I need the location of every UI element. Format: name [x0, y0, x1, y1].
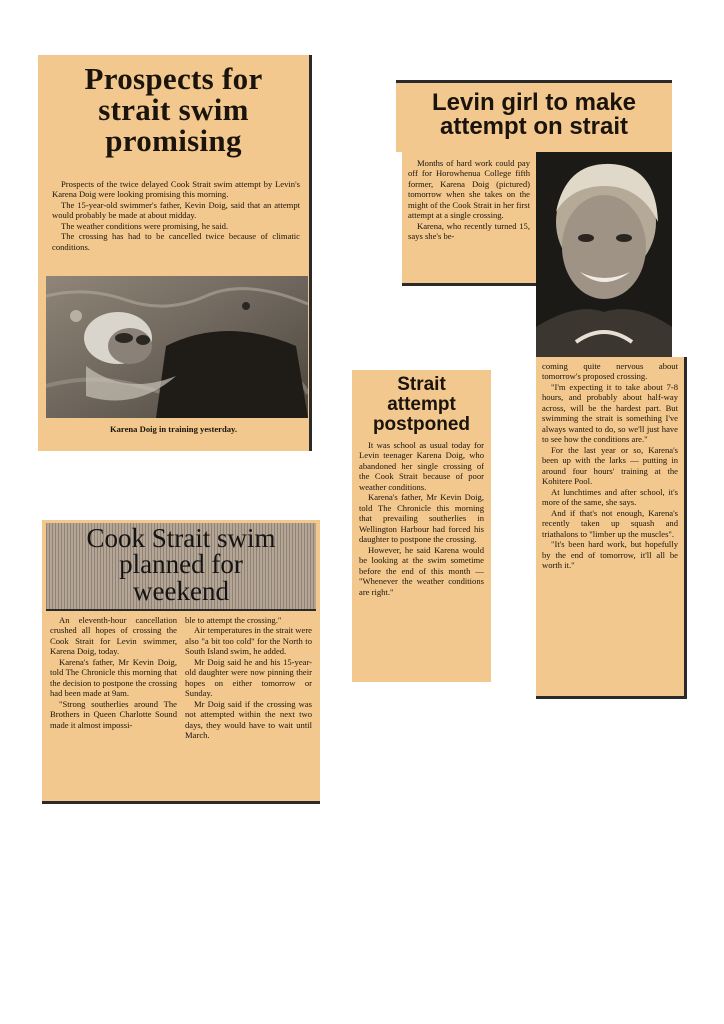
- article-column-1: An eleventh-hour cancellation crushed all hopes of crossing the Cook Strait for Levin swimmer, Karena Doig, today. Karena's father, Mr Kevin Doig, told The Chronicle this morning that the decision to postpone the crossing had been made at 9am. "Strong southerlies around The Brothers in Queen Charlotte Sound made it almost impossi-: [50, 615, 177, 730]
- clip-strait-postponed: [352, 370, 491, 682]
- article-column-2: ble to attempt the crossing." Air temperatures in the strait were also "a bit too cold" for the North to South Island swim, he added. Mr Doig said he and his 15-year-old daughter were now pinning their hopes on either tomorrow or Sunday. Mr Doig said if the crossing was not attempted within the next two days, they would have to wait until March.: [185, 615, 312, 741]
- article-body-weekend: [42, 611, 320, 741]
- headline-prospects: Prospects for strait swim promising: [84, 61, 263, 158]
- portrait-image: [536, 152, 672, 357]
- clip-levin-girl-intro: [402, 152, 536, 286]
- article-body-levin-continued: coming quite nervous about tomorrow's proposed crossing. "I'm expecting it to take about 7-8 hours, and probably about half-way across, will be the hardest part. But swimming the strait is something I've always wanted to do, so we'll just have to see how the conditions are." For the last year or so, Karena's been up with the larks — putting in around four hours' training at the Kohitere Pool. At lunchtimes and after school, it's more of the same, she says. And if that's not enough, Karena's recently taken up squash and triathalons to "limber up the muscles". "It's been hard work, but hopefully by the end of tomorrow, it'll all be worth it.": [542, 361, 678, 571]
- swimmer-photo-image: [46, 276, 308, 418]
- clip-cook-strait-weekend: [42, 520, 320, 804]
- swimmer-photo: [46, 276, 308, 418]
- article-body-postponed: It was school as usual today for Levin teenager Karena Doig, who abandoned her single crossing of the Cook Strait because of poor weather conditions. Karena's father, Mr Kevin Doig, told The Chronicle this morning that prevailing southerlies in Wellington Harbour had forced his daughter to postpone the crossing. However, he said Karena would be looking at the swim sometime before the end of this month — "Whenever the weather conditions are right.": [359, 439, 484, 597]
- headline-postponed: Strait attempt postponed: [372, 374, 471, 435]
- photo-caption: Karena Doig in training yesterday.: [109, 424, 238, 434]
- clip-levin-girl-continued: [536, 357, 687, 699]
- portrait-photo: [536, 152, 672, 357]
- headline-levin-girl: Levin girl to make attempt on strait: [431, 89, 637, 140]
- article-body-prospects: Prospects of the twice delayed Cook Strait swim attempt by Levin's Karena Doig were looking promising this morning. The 15-year-old swimmer's father, Kevin Doig, said that an attempt would probably be made at about midday. The weather conditions were promising, he said. The crossing has had to be cancelled twice because of climatic conditions.: [52, 179, 300, 252]
- headline-weekend: Cook Strait swim planned for weekend: [86, 523, 276, 606]
- clip-levin-girl-header: [396, 80, 672, 152]
- headline-weekend-box: [46, 523, 316, 611]
- clip-prospects: [38, 55, 312, 451]
- article-body-levin-intro: Months of hard work could pay off for Horowhenua College fifth former, Karena Doig (pictured) tomorrow when she takes on the might of the Cook Strait in her first attempt at a single crossing. Karena, who recently turned 15, says she's be-: [408, 158, 530, 242]
